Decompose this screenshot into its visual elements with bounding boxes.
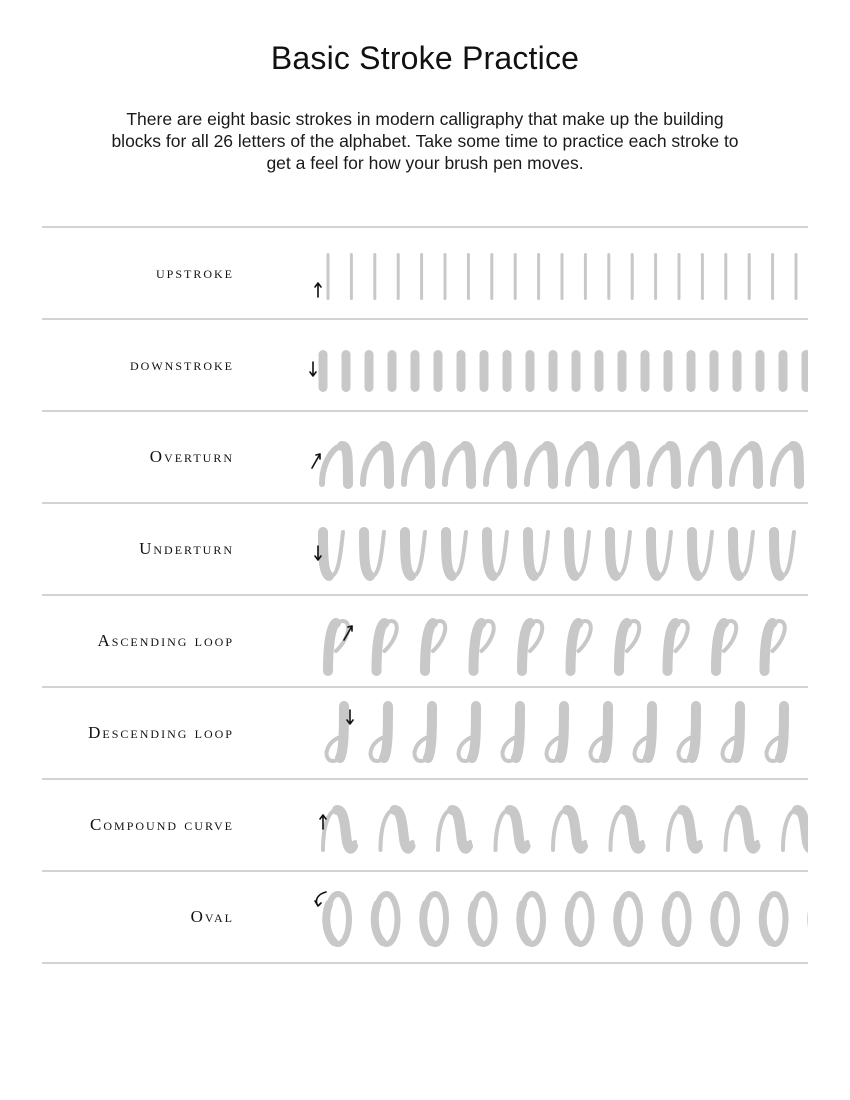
practice-row-oval (42, 870, 808, 964)
practice-stroke (490, 253, 493, 300)
practice-stroke (503, 350, 512, 392)
page-title: Basic Stroke Practice (270, 40, 580, 76)
practice-stroke (654, 253, 657, 300)
practice-stroke (319, 350, 328, 392)
practice-stroke (327, 253, 330, 300)
practice-stroke (756, 350, 765, 392)
practice-stroke (733, 350, 742, 392)
practice-row-overturn (42, 410, 808, 502)
practice-row-upstroke (42, 226, 808, 318)
practice-row-descending-loop (42, 686, 808, 778)
stroke-guides (268, 688, 808, 780)
practice-stroke (631, 253, 634, 300)
row-label: Compound curve (90, 815, 234, 834)
stroke-guides (268, 228, 808, 320)
practice-stroke (584, 253, 587, 300)
practice-stroke (388, 350, 397, 392)
practice-stroke (549, 350, 558, 392)
practice-stroke (802, 350, 809, 392)
row-label: downstroke (130, 355, 234, 374)
stroke-guides (268, 504, 808, 596)
stroke-guides (268, 412, 808, 504)
practice-stroke (342, 350, 351, 392)
practice-stroke (514, 253, 517, 300)
practice-stroke (373, 253, 376, 300)
practice-stroke (397, 253, 400, 300)
practice-row-underturn (42, 502, 808, 594)
practice-sheet (42, 226, 808, 964)
down-arrow-icon (310, 362, 316, 376)
up-arrow-icon (315, 283, 321, 297)
practice-stroke (411, 350, 420, 392)
practice-stroke (365, 350, 374, 392)
stroke-guides (268, 872, 808, 966)
practice-row-compound-curve (42, 778, 808, 870)
practice-stroke (444, 253, 447, 300)
practice-stroke (664, 350, 673, 392)
practice-stroke (537, 253, 540, 300)
practice-stroke (457, 350, 466, 392)
practice-stroke (779, 350, 788, 392)
practice-row-downstroke (42, 318, 808, 410)
practice-stroke (748, 253, 751, 300)
row-label: Ascending loop (97, 631, 234, 650)
practice-stroke (710, 350, 719, 392)
row-label: upstroke (155, 263, 234, 282)
practice-stroke (678, 253, 681, 300)
curved-arrow-icon (315, 892, 326, 906)
practice-stroke (480, 350, 489, 392)
practice-stroke (595, 350, 604, 392)
stroke-guides (268, 320, 808, 412)
practice-stroke (795, 253, 798, 300)
practice-stroke (420, 253, 423, 300)
practice-stroke (350, 253, 353, 300)
practice-stroke (701, 253, 704, 300)
row-label: Descending loop (88, 723, 234, 742)
practice-stroke (687, 350, 696, 392)
practice-stroke (724, 253, 727, 300)
row-label: Underturn (139, 539, 234, 558)
practice-stroke (526, 350, 535, 392)
stroke-guides (268, 596, 808, 688)
row-label: Oval (190, 907, 234, 926)
practice-stroke (607, 253, 610, 300)
practice-stroke (641, 350, 650, 392)
up-right-arrow-icon (312, 454, 320, 468)
practice-stroke (467, 253, 470, 300)
stroke-guides (268, 780, 808, 872)
practice-stroke (561, 253, 564, 300)
practice-row-ascending-loop (42, 594, 808, 686)
practice-stroke (618, 350, 627, 392)
intro-paragraph: There are eight basic strokes in modern calligraphy that make up the building blocks for all 26 letters of the alphabet. Take some time to practice each stroke to get a feel for how your brush pen moves. (111, 109, 739, 173)
practice-stroke (771, 253, 774, 300)
practice-stroke (572, 350, 581, 392)
row-label: Overturn (149, 447, 234, 466)
practice-stroke (434, 350, 443, 392)
